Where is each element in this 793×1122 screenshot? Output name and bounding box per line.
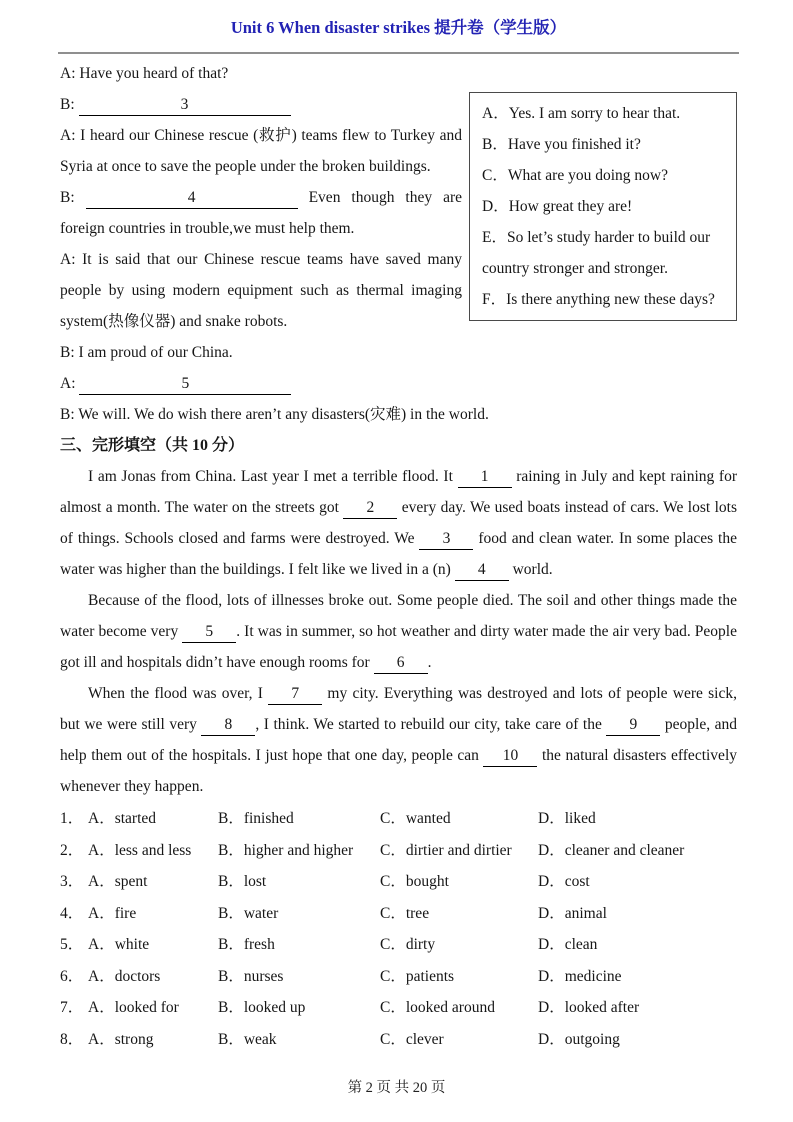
option-choice-b [218, 803, 380, 835]
cloze-paragraph-1 [60, 461, 737, 585]
option-letter: A． [88, 873, 115, 890]
option-letter: B． [218, 904, 244, 922]
text-run: B: [60, 96, 79, 113]
option-text: tree [405, 904, 430, 922]
option-choice-b [218, 898, 380, 930]
text-run: I am Jonas from China. Last year I met a terrible flood. It [88, 468, 458, 485]
option-row-number: 8． [60, 1030, 84, 1048]
option-choice-b [218, 961, 380, 993]
option-text: liked [564, 810, 596, 827]
option-text: patients [405, 967, 455, 985]
dialog-line-6 [60, 337, 462, 368]
option-letter: D． [538, 904, 565, 922]
option-letter: D． [538, 936, 565, 953]
cloze-option-row-7 [60, 992, 737, 1024]
answer-blank-4: 4 [86, 187, 298, 209]
page-title: Unit 6 When disaster strikes 提升卷（学生版） [230, 18, 567, 37]
page-footer: 第 2 页 共 20 页 [347, 1080, 446, 1096]
option-letter: D． [538, 873, 565, 890]
option-choice-d [538, 898, 737, 930]
option-letter: A． [88, 936, 115, 953]
answer-blank-2: 2 [343, 497, 397, 519]
option-text: clever [405, 1030, 444, 1048]
option-choice-b [218, 992, 380, 1024]
cloze-option-row-5 [60, 929, 737, 961]
option-letter: C． [380, 967, 406, 985]
option-choice-d [538, 866, 737, 898]
option-letter: B． [218, 1030, 244, 1048]
option-choice-c [380, 961, 538, 993]
option-text: cleaner and cleaner [564, 841, 685, 859]
option-text: spent [114, 873, 148, 890]
option-row-number: 5． [60, 936, 84, 953]
option-text: lost [243, 873, 267, 890]
option-choice-c [380, 992, 538, 1024]
option-text: weak [243, 1030, 277, 1048]
option-choice-d [538, 835, 737, 867]
box-option-b: B．Have you finished it? [482, 136, 641, 153]
option-row-number: 1． [60, 810, 84, 827]
option-row-number: 7． [60, 999, 84, 1016]
choices-box [469, 92, 737, 321]
box-option-e: E．So let’s study harder to build our country stronger and stronger. [482, 229, 711, 277]
option-choice-c [380, 866, 538, 898]
header-rule [58, 52, 739, 54]
dialog-line-3 [60, 120, 462, 182]
option-text: dirty [405, 936, 436, 953]
box-option-a: A．Yes. I am sorry to hear that. [482, 105, 681, 122]
answer-blank-9: 9 [606, 714, 660, 736]
option-letter: B． [218, 841, 244, 859]
option-text: cost [564, 873, 590, 890]
text-run: . [427, 654, 432, 671]
dialog-closing-line: B: We will. We do wish there aren’t any disasters(灾难) in the world. [60, 406, 489, 423]
option-letter: A． [88, 841, 115, 859]
option-text: clean [564, 936, 598, 953]
option-letter: A． [88, 999, 115, 1016]
option-choice-a [88, 835, 218, 867]
option-choice-c [380, 803, 538, 835]
option-letter: B． [218, 936, 244, 953]
option-choice-c [380, 898, 538, 930]
option-letter: A． [88, 904, 115, 922]
option-letter: C． [380, 999, 406, 1016]
text-run: Because of the flood, lots of illnesses broke out. Some people died. The soil and other things made the water become very [60, 592, 737, 640]
option-choice-d [538, 992, 737, 1024]
option-text: white [114, 936, 150, 953]
option-text: bought [405, 873, 449, 890]
option-text: looked around [405, 999, 495, 1016]
option-row-number: 3． [60, 873, 84, 890]
cloze-option-row-4 [60, 898, 737, 930]
answer-blank-7: 7 [268, 683, 322, 705]
cloze-option-row-3 [60, 866, 737, 898]
text-run: B: [60, 189, 86, 206]
answer-blank-5: 5 [79, 373, 291, 395]
option-text: dirtier and dirtier [405, 841, 512, 859]
answer-blank-3: 3 [419, 528, 473, 550]
option-letter: C． [380, 1030, 406, 1048]
option-choice-d [538, 1024, 737, 1056]
option-choice-a [88, 803, 218, 835]
text-run: B: I am proud of our China. [60, 344, 233, 361]
cloze-option-row-1 [60, 803, 737, 835]
option-choice-d [538, 929, 737, 961]
answer-blank-5: 5 [182, 621, 236, 643]
text-run: , I think. We started to rebuild our city, take care of the [255, 716, 607, 733]
option-text: less and less [114, 841, 192, 859]
option-choice-b [218, 929, 380, 961]
answer-blank-6: 6 [374, 652, 428, 674]
option-text: started [114, 810, 157, 827]
option-choice-b [218, 866, 380, 898]
option-text: water [243, 904, 279, 922]
option-letter: B． [218, 873, 244, 890]
option-letter: A． [88, 1030, 115, 1048]
text-run: every day. We used boats instead of cars. We lost lots of things. Schools closed and farms were destroyed. We [60, 499, 737, 547]
option-letter: C． [380, 936, 406, 953]
option-letter: C． [380, 810, 406, 827]
option-choice-c [380, 1024, 538, 1056]
option-choice-a [88, 961, 218, 993]
cloze-option-row-2 [60, 835, 737, 867]
option-letter: C． [380, 873, 406, 890]
text-run: A: I heard our Chinese rescue (救护) teams flew to Turkey and Syria at once to save the people under the broken buildings. [60, 127, 462, 175]
cloze-paragraph-2 [60, 585, 737, 678]
option-choice-a [88, 866, 218, 898]
text-run: the natural disasters effectively whenever they happen. [60, 747, 737, 795]
cloze-paragraph-3 [60, 678, 737, 802]
option-letter: D． [538, 841, 565, 859]
option-choice-a [88, 1024, 218, 1056]
answer-blank-10: 10 [483, 745, 537, 767]
text-run: raining in July and kept raining for almost a month. The water on the streets got [60, 468, 737, 516]
option-text: fresh [243, 936, 275, 953]
option-row-number: 2． [60, 841, 84, 859]
answer-blank-3: 3 [79, 94, 291, 116]
dialog-line-4 [60, 182, 462, 244]
cloze-options [60, 803, 737, 1055]
cloze-option-row-8 [60, 1024, 737, 1056]
option-letter: A． [88, 810, 115, 827]
option-text: nurses [243, 967, 284, 985]
dialog-line-1 [60, 58, 462, 89]
text-run: my city. Everything was destroyed and lots of people were sick, but we were still very [60, 685, 737, 733]
text-run: A: [60, 375, 80, 392]
option-text: wanted [405, 810, 451, 827]
option-choice-a [88, 992, 218, 1024]
option-choice-b [218, 835, 380, 867]
answer-blank-1: 1 [458, 466, 512, 488]
dialog-section [60, 58, 737, 399]
text-run: world. [508, 561, 553, 578]
option-text: doctors [114, 967, 161, 985]
option-text: outgoing [564, 1030, 620, 1048]
option-letter: B． [218, 999, 244, 1016]
cloze-option-row-6 [60, 961, 737, 993]
option-text: strong [114, 1030, 154, 1048]
option-text: higher and higher [243, 841, 354, 859]
text-run: A: Have you heard of that? [60, 65, 229, 82]
text-run: food and clean water. In some places the water was higher than the buildings. I felt like we lived in a (n) [60, 530, 737, 578]
option-letter: D． [538, 967, 565, 985]
option-choice-d [538, 803, 737, 835]
option-text: looked after [564, 999, 640, 1016]
option-letter: D． [538, 1030, 565, 1048]
box-option-f: F．Is there anything new these days? [482, 291, 715, 308]
option-choice-c [380, 835, 538, 867]
dialog-line-5 [60, 244, 462, 337]
answer-blank-8: 8 [201, 714, 255, 736]
option-row-number: 6． [60, 967, 84, 985]
option-text: fire [114, 904, 137, 922]
answer-blank-4: 4 [455, 559, 509, 581]
box-option-d: D．How great they are! [482, 198, 633, 215]
option-letter: C． [380, 904, 406, 922]
option-choice-d [538, 961, 737, 993]
option-letter: C． [380, 841, 406, 859]
option-letter: D． [538, 810, 565, 827]
option-text: animal [564, 904, 607, 922]
text-run: . It was in summer, so hot weather and dirty water made the air very bad. People got ill and hospitals didn’t have enough rooms for [60, 623, 737, 671]
option-text: looked for [114, 999, 179, 1016]
option-text: looked up [243, 999, 306, 1016]
text-run: people, and help them out of the hospitals. I just hope that one day, people can [60, 716, 737, 764]
cloze-passage [60, 461, 737, 802]
option-choice-b [218, 1024, 380, 1056]
option-row-number: 4． [60, 904, 84, 922]
option-text: medicine [564, 967, 622, 985]
text-run: When the flood was over, I [88, 685, 269, 702]
option-text: finished [243, 810, 294, 827]
section-heading-cloze: 三、完形填空（共 10 分） [60, 437, 245, 454]
option-letter: D． [538, 999, 565, 1016]
option-choice-a [88, 929, 218, 961]
dialog-left-column [60, 58, 462, 399]
text-run: A: It is said that our Chinese rescue teams have saved many people by using modern equipment such as thermal imaging system(热像仪器) and snake robots. [60, 251, 462, 330]
option-choice-a [88, 898, 218, 930]
option-letter: A． [88, 967, 115, 985]
option-choice-c [380, 929, 538, 961]
dialog-line-7 [60, 368, 462, 399]
option-letter: B． [218, 967, 244, 985]
box-option-c: C．What are you doing now? [482, 167, 668, 184]
text-run: Even though they are foreign countries in trouble,we must help them. [60, 189, 462, 237]
option-letter: B． [218, 810, 244, 827]
dialog-line-2 [60, 89, 462, 120]
